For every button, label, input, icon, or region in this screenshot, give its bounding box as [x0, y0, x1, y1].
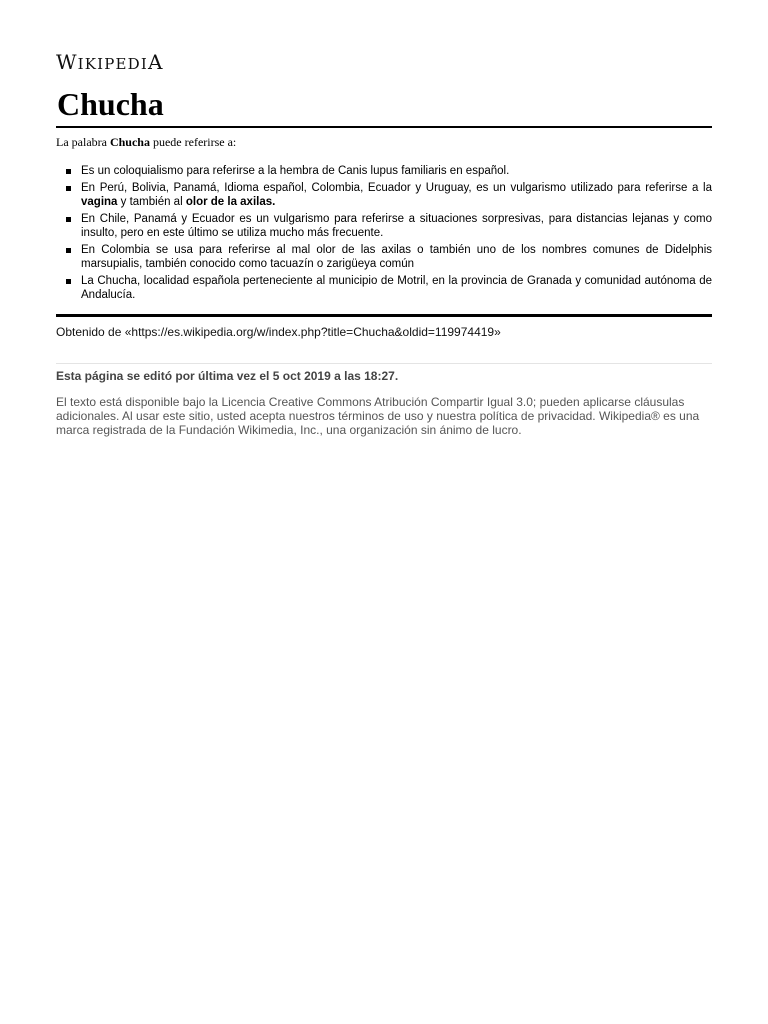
intro-term: Chucha [109, 135, 150, 149]
list-item-text: Es un coloquialismo para referirse a la hembra de Canis lupus familiaris en español. [81, 165, 510, 177]
list-item-text: En Perú, Bolivia, Panamá, Idioma español, Colombia, Ecuador y Uruguay, es un vulgarismo utilizado para referirse a la [81, 181, 712, 194]
obtained-from-link[interactable]: Obtenido de «https://es.wikipedia.org/w/index.php?title=Chucha&oldid=119974419» [56, 325, 501, 339]
wordmark-initial: W [56, 50, 78, 74]
page-title: Chucha [57, 86, 164, 122]
meanings-list [56, 164, 712, 305]
bullet-icon [66, 169, 71, 174]
bullet-icon [66, 279, 71, 284]
bullet-icon [66, 248, 71, 253]
bullet-icon [66, 217, 71, 222]
list-item [56, 274, 712, 303]
list-item [56, 243, 712, 272]
title-divider [56, 126, 712, 128]
wikipedia-wordmark[interactable] [56, 50, 163, 74]
list-item-text-middle: y también al [117, 196, 186, 208]
footer-divider [56, 363, 712, 364]
list-item-text: La Chucha, localidad española perteneciente al municipio de Motril, en la provincia de Granada y comunidad autónoma de Andalucía. [81, 274, 712, 301]
list-item [56, 212, 712, 241]
term-vagina: vagina [81, 196, 118, 208]
bullet-icon [66, 186, 71, 191]
content-divider [56, 314, 712, 317]
intro-text-before: La palabra [56, 135, 110, 149]
list-item-text: En Chile, Panamá y Ecuador es un vulgarismo para referirse a situaciones sorpresivas, para distancias lejanas y como insulto, pero en este último se utiliza mucho más frecuente. [81, 212, 712, 239]
list-item [56, 164, 712, 179]
intro-text-after: puede referirse a: [149, 135, 237, 149]
list-item [56, 181, 712, 210]
wordmark-final: A [148, 50, 164, 74]
intro-paragraph [56, 134, 712, 150]
term-olor-axilas: olor de la axilas. [185, 196, 276, 208]
license-notice: El texto está disponible bajo la Licencia Creative Commons Atribución Compartir Igual 3.0; pueden aplicarse cláusulas adicionales. Al usar este sitio, usted acepta nuestros términos de uso y nuestra política de privacidad. Wikipedia® es una marca registrada de la Fundación Wikimedia, Inc., una organización sin ánimo de lucro. [56, 395, 700, 437]
last-edited-notice: Esta página se editó por última vez el 5 oct 2019 a las 18:27. [56, 369, 399, 383]
list-item-text: En Colombia se usa para referirse al mal olor de las axilas o también uno de los nombres comunes de Didelphis marsupialis, también conocido como tacuazín o zarigüeya común [81, 243, 712, 270]
wordmark-rest: IKIPEDI [77, 55, 149, 73]
